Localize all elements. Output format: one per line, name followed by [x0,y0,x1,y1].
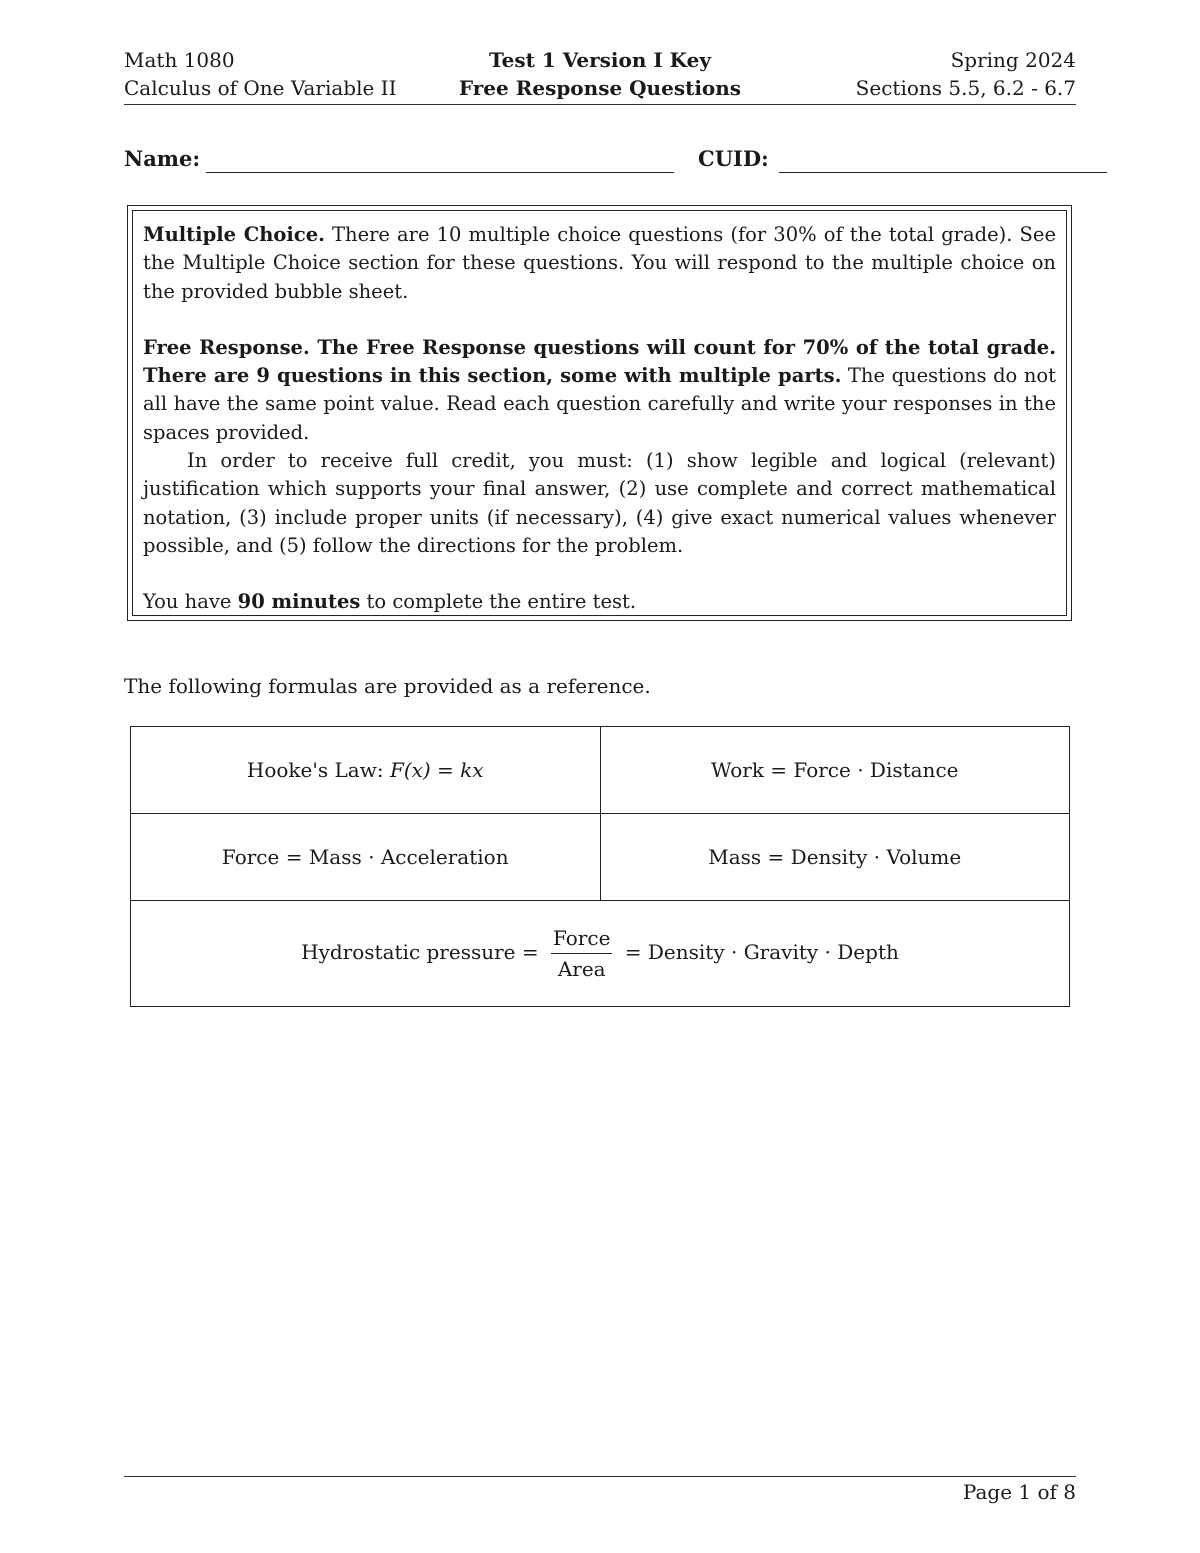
pressure-fraction [551,925,612,982]
fr-paragraph [143,334,1056,447]
header-divider [124,104,1076,105]
reference-intro: The following formulas are provided as a reference. [124,674,651,698]
credit-paragraph: In order to receive full credit, you must: (1) show legible and logical (relevant) justification which supports your final answer, (2) use complete and correct mathematical notation, (3) include proper units (if necessary), (4) give exact numerical values whenever possible, and (5) follow the directions for the problem. [143,449,1056,557]
header-right [856,46,1076,102]
hooke-formula: F(x) = kx [389,758,484,782]
cuid-field[interactable] [779,146,1107,173]
pressure-label: Hydrostatic pressure = [301,940,539,964]
time-paragraph [143,588,1056,616]
term: Spring 2024 [950,48,1076,72]
formula-row [131,901,1070,1007]
work-cell: Work = Force · Distance [600,727,1070,814]
fr-bold: Free Response. The Free Response questions will count for 70% of the total grade. There are 9 questions in this section, some with multiple parts. [143,335,1056,388]
footer-divider [124,1476,1076,1477]
course-name: Calculus of One Variable II [124,76,397,100]
page-number: Page 1 of 8 [962,1480,1076,1504]
pressure-cell [131,901,1070,1007]
cuid-label: CUID: [698,146,769,171]
time-bold: 90 minutes [237,590,361,614]
hooke-cell [131,727,601,814]
time-post: to complete the entire test. [360,590,637,614]
formula-row [131,727,1070,814]
mc-paragraph [143,221,1056,306]
name-field[interactable] [206,146,674,173]
fraction-numerator: Force [551,925,612,954]
name-label: Name: [124,146,201,171]
time-pre: You have [143,590,238,614]
test-title: Test 1 Version I Key [489,48,711,72]
instructions-box [127,205,1072,621]
instructions-inner [132,210,1067,616]
mass-cell: Mass = Density · Volume [600,814,1070,901]
fraction-denominator: Area [557,957,606,981]
hooke-label: Hooke's Law: [246,758,390,782]
formula-row [131,814,1070,901]
name-cuid-line [124,146,1108,176]
mc-title: Multiple Choice. [143,223,325,246]
mc-text: There are 10 multiple choice questions (for 30% of the total grade). See the Multiple Choice section for these questions. You will respond to the multiple choice on the provided bubble sheet. [143,223,1056,303]
force-cell: Force = Mass · Acceleration [131,814,601,901]
formula-table [130,726,1070,1007]
test-subtitle: Free Response Questions [458,76,742,100]
pressure-rest: = Density · Gravity · Depth [624,940,899,964]
course-number: Math 1080 [124,48,235,72]
fr-text: The questions do not all have the same point value. Read each question carefully and write your responses in the spaces provided. [143,364,1056,444]
sections: Sections 5.5, 6.2 - 6.7 [855,76,1076,100]
